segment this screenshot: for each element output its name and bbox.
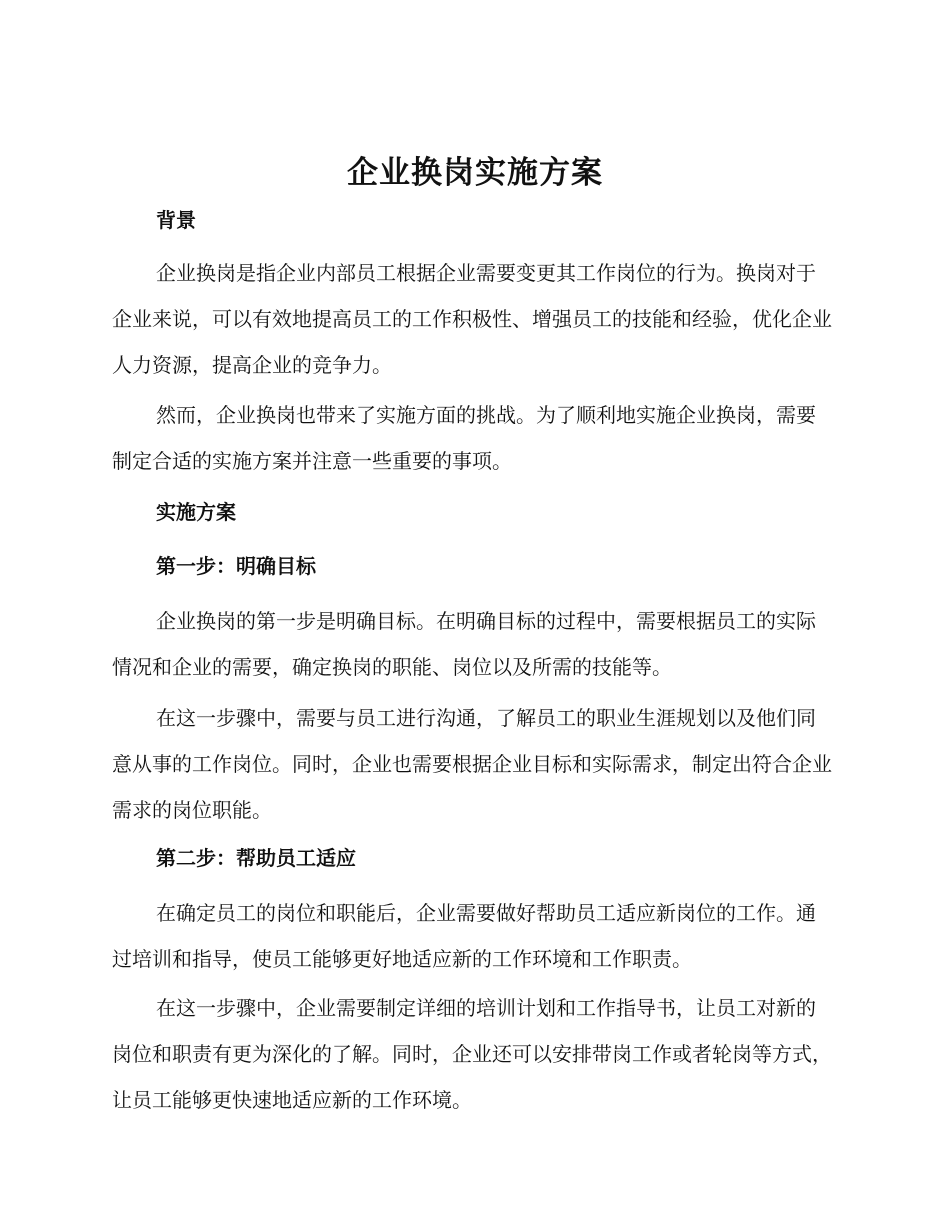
paragraph-step1-1: 企业换岗的第一步是明确目标。在明确目标的过程中，需要根据员工的实际情况和企业的需要，确定换岗的职能、岗位以及所需的技能等。 (112, 609, 816, 679)
paragraph-step2-1: 在确定员工的岗位和职能后，企业需要做好帮助员工适应新岗位的工作。通过培训和指导，使员工能够更好地适应新的工作环境和工作职责。 (112, 901, 816, 971)
step-heading-2: 第二步：帮助员工适应 (156, 846, 356, 870)
document-title: 企业换岗实施方案 (347, 155, 603, 191)
section-heading-background: 背景 (156, 208, 196, 232)
paragraph-step2-2: 在这一步骤中，企业需要制定详细的培训计划和工作指导书，让员工对新的岗位和职责有更为深化的了解。同时，企业还可以安排带岗工作或者轮岗等方式，让员工能够更快速地适应新的工作环境。 (112, 996, 832, 1112)
paragraph-background-2: 然而，企业换岗也带来了实施方面的挑战。为了顺利地实施企业换岗，需要制定合适的实施方案并注意一些重要的事项。 (112, 403, 816, 473)
paragraph-step1-2: 在这一步骤中，需要与员工进行沟通，了解员工的职业生涯规划以及他们同意从事的工作岗位。同时，企业也需要根据企业目标和实际需求，制定出符合企业需求的岗位职能。 (112, 706, 832, 822)
paragraph-background-1: 企业换岗是指企业内部员工根据企业需要变更其工作岗位的行为。换岗对于企业来说，可以有效地提高员工的工作积极性、增强员工的技能和经验，优化企业人力资源，提高企业的竞争力。 (112, 261, 832, 377)
step-heading-1: 第一步：明确目标 (156, 554, 316, 578)
section-heading-plan: 实施方案 (156, 500, 236, 524)
